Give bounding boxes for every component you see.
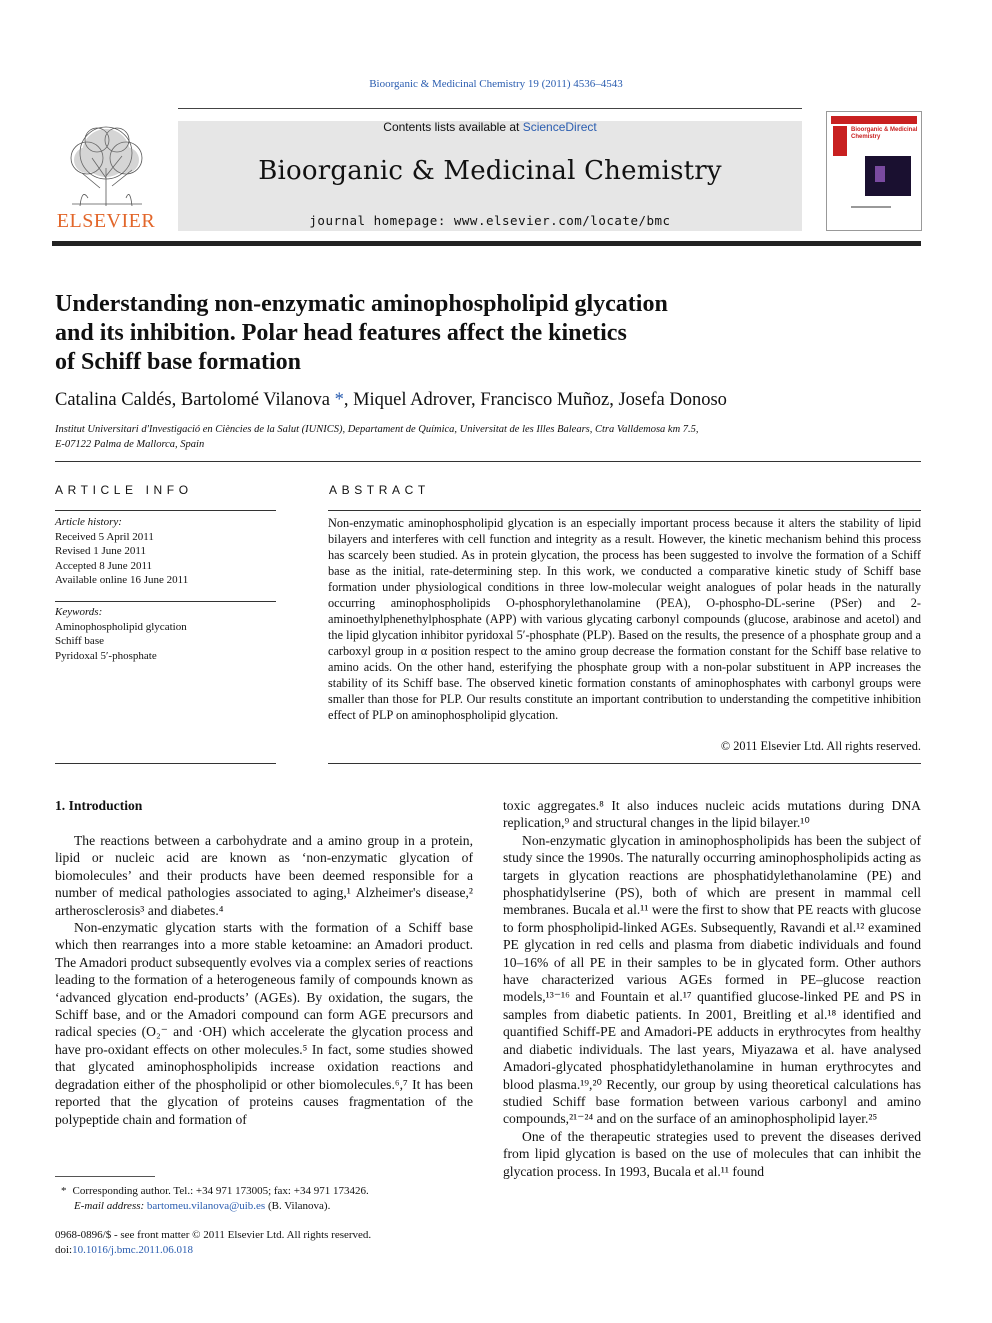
homepage-prefix: journal homepage: xyxy=(309,213,454,228)
abstract-copyright: © 2011 Elsevier Ltd. All rights reserved. xyxy=(720,739,921,753)
title-line-2: and its inhibition. Polar head features affect the kinetics xyxy=(55,320,627,346)
article-info-heading: ARTICLE INFO xyxy=(55,483,193,497)
cover-image-highlight xyxy=(875,166,885,182)
footnotes xyxy=(55,1184,475,1258)
corresponding-footnote xyxy=(55,1184,475,1199)
contents-line xyxy=(178,120,802,134)
homepage-line xyxy=(178,213,802,228)
abstract-rule xyxy=(328,510,921,511)
journal-reference[interactable]: Bioorganic & Medicinal Chemistry 19 (2011) 4536–4543 xyxy=(369,78,623,90)
history-online: Available online 16 June 2011 xyxy=(55,574,189,586)
corresponding-text: Corresponding author. Tel.: +34 971 173005; fax: +34 971 173426. xyxy=(72,1185,369,1197)
header-rule xyxy=(178,108,802,109)
email-suffix: (B. Vilanova). xyxy=(265,1200,331,1212)
authors-part-2: , Miquel Adrover, Francisco Muñoz, Josefa Donoso xyxy=(343,390,727,410)
sciencedirect-link[interactable]: ScienceDirect xyxy=(522,120,597,134)
intro-paragraph: Non-enzymatic glycation starts with the formation of a Schiff base which then rearranges into a more stable ketoamine: an Amadori product. The Amadori product subsequently evolves via a complex series of reactions leading to the formation of a heterogeneous family of compounds known as ‘advanced glycation end-products’ (AGEs). By oxidation, the sugars, the Schiff base, and or the Amadori compound can form AGE precursors and radical species (O₂⁻ and ·OH) which accelerate the glycation process and have pro-oxidant effects on other molecules.⁵ In fact, some studies showed that glycated aminophospholipids increase oxidation reactions and degradation either of the phospholipid or other biomolecules.⁶,⁷ It has been reported that the glycation of proteins causes fragmentation of the polypeptide chain and formation of xyxy=(55,920,473,1127)
doi-line xyxy=(55,1243,475,1258)
keywords xyxy=(55,605,276,663)
section-heading: 1. Introduction xyxy=(55,798,143,813)
cover-image xyxy=(865,156,911,196)
cover-page xyxy=(831,116,917,224)
intro-paragraph: Non-enzymatic glycation in aminophospholipids has been the subject of study since the 1990s. The naturally occurring aminophospholipids acting as targets in glycation reactions are phosphatidylethanolamine (PE) and phosphatidylserine (PS), both of which are present in mammal cell membranes. Bucala et al.¹¹ were the first to show that PE reacts with glucose to form phospholipid-linked AGEs. Subsequently, Ravandi et al.¹² examined PE glycation in red cells and plasma from diabetic individuals and found 10–16% of all PE in their samples to be in glycated form. Other authors have characterized various AGEs formed in PE–glucose reaction models,¹³⁻¹⁶ and Fountain et al.¹⁷ quantified glucose-linked PE and PS in samples from diabetic patients. In 2001, Breitling et al.¹⁸ identified and quantified Schiff-PE and Amadori-PE adducts in erythrocytes from healthy and diabetic individuals. The last years, Miyazawa et al. have analysed Amadori-glycated phosphatidylethanolamine in human erythrocytes and blood plasma.¹⁹,²⁰ Recently, our group by using theoretical calculations has studied Schiff base formation between various carbonyl and amino compounds,²¹⁻²⁴ and on the surface of an aminophospholipid layer.²⁵ xyxy=(503,832,921,1127)
history-label: Article history: xyxy=(55,516,122,528)
keyword-item: Pyridoxal 5′-phosphate xyxy=(55,649,157,662)
issn-line: 0968-0896/$ - see front matter © 2011 Elsevier Ltd. All rights reserved. xyxy=(55,1229,372,1241)
homepage-link[interactable]: www.elsevier.com/locate/bmc xyxy=(453,213,671,228)
affiliation-line-2: E-07122 Palma de Mallorca, Spain xyxy=(55,439,205,450)
abstract-text: Non-enzymatic aminophospholipid glycation is an especially important process because it alters the stability of lipid bilayers and interferes with cell function and integrity as a result. However, the kinetic mechanism behind this process has scarcely been studied. As in protein glycation, the process has been suggested to involve the formation of a Schiff base as the initial, rate-determining step. In this work, we conducted a comparative kinetic study of Schiff base formation under physiological conditions in three low-molecular weight analogues of polar heads in the naturally occurring aminophospholipids O-phosphorylethanolamine (PEA), O-phospho-DL-serine (PSer) and 2-aminoethylphenethylphosphate (APP) with various glycating carbonyl compounds (glucose, arabinose and acetol) and the lipid glycation inhibitor pyridoxal 5′-phosphate (PLP). Based on the results, the presence of a phosphate group and a carboxyl group in α position respect to the amino group decrease the formation constant for the Schiff base relative to amino acids. On the other hand, esterifying the phosphate group with a non-polar substituent in APP increases the stability of its Schiff base. The observed kinetic formation constants of aminophosphates with carbonyl groups were smaller than those for PLP. Our results constitute an important contribution to understanding the competitive inhibition effect of PLP on aminophospholipid glycation. xyxy=(328,516,921,722)
authors xyxy=(55,390,727,411)
abstract-heading: ABSTRACT xyxy=(329,483,430,497)
article-info-bottom-rule xyxy=(55,763,276,764)
doi-link[interactable]: 10.1016/j.bmc.2011.06.018 xyxy=(72,1244,194,1256)
article-title xyxy=(55,290,815,377)
doi-label: doi: xyxy=(55,1244,73,1256)
article-history xyxy=(55,515,276,588)
title-line-1: Understanding non-enzymatic aminophospholipid glycation xyxy=(55,291,668,317)
intro-paragraph: The reactions between a carbohydrate and a amino group in a protein, lipid or nucleic acid are known as ‘non-enzymatic glycation of biomolecules’ and their products have been deemed responsible for a number of medical pathologies associated to aging,¹ Alzheimer's disease,² artherosclerosis³ and diabetes.⁴ xyxy=(55,833,473,918)
affiliation xyxy=(55,422,855,452)
journal-cover-thumbnail[interactable] xyxy=(826,111,922,231)
cover-left-strip xyxy=(833,126,847,156)
authors-part-1: Catalina Caldés, Bartolomé Vilanova xyxy=(55,390,330,410)
email-label: E-mail address: xyxy=(74,1200,147,1212)
email-footnote xyxy=(55,1199,475,1214)
asterisk-marker: * xyxy=(61,1185,67,1197)
history-revised: Revised 1 June 2011 xyxy=(55,545,146,557)
contents-prefix: Contents lists available at xyxy=(383,120,523,134)
cover-top-bar xyxy=(831,116,917,124)
keyword-item: Aminophospholipid glycation xyxy=(55,620,187,633)
intro-paragraph: toxic aggregates.⁸ It also induces nucleic acids mutations during DNA replication,⁹ and structural changes in the lipid bilayer.¹⁰ xyxy=(503,798,921,831)
elsevier-logo xyxy=(52,118,160,236)
affiliation-rule xyxy=(55,461,921,462)
cover-title-1: Bioorganic & Medicinal xyxy=(851,127,918,133)
keywords-label: Keywords: xyxy=(55,606,103,618)
article-info-rule xyxy=(55,510,276,511)
intro-left-column xyxy=(55,832,473,1128)
affiliation-line-1: Institut Universitari d'Investigació en Ciències de la Salut (IUNICS), Departament de Química, Universitat de les Illes Balears, Ctra Valldemosa km 7.5, xyxy=(55,424,699,435)
header-thick-rule xyxy=(52,241,921,246)
abstract-bottom-rule xyxy=(328,763,921,764)
keywords-rule xyxy=(55,601,276,602)
title-line-3: of Schiff base formation xyxy=(55,349,301,375)
publisher-name: ELSEVIER xyxy=(56,210,156,232)
history-accepted: Accepted 8 June 2011 xyxy=(55,559,153,572)
intro-right-column xyxy=(503,797,921,1180)
footnote-rule xyxy=(55,1176,155,1177)
intro-paragraph: One of the therapeutic strategies used to prevent the diseases derived from lipid glycation is based on the use of molecules that can inhibit the glycation process. In 1993, Bucala et al.¹¹ found xyxy=(503,1128,921,1179)
history-received: Received 5 April 2011 xyxy=(55,530,154,543)
cover-title-2: Chemistry xyxy=(851,134,881,140)
keyword-item: Schiff base xyxy=(55,635,104,647)
journal-title: Bioorganic & Medicinal Chemistry xyxy=(258,156,722,186)
email-link[interactable]: bartomeu.vilanova@uib.es xyxy=(146,1200,266,1212)
cover-footer-text xyxy=(851,206,891,208)
corresponding-author-link[interactable]: * xyxy=(329,390,344,410)
